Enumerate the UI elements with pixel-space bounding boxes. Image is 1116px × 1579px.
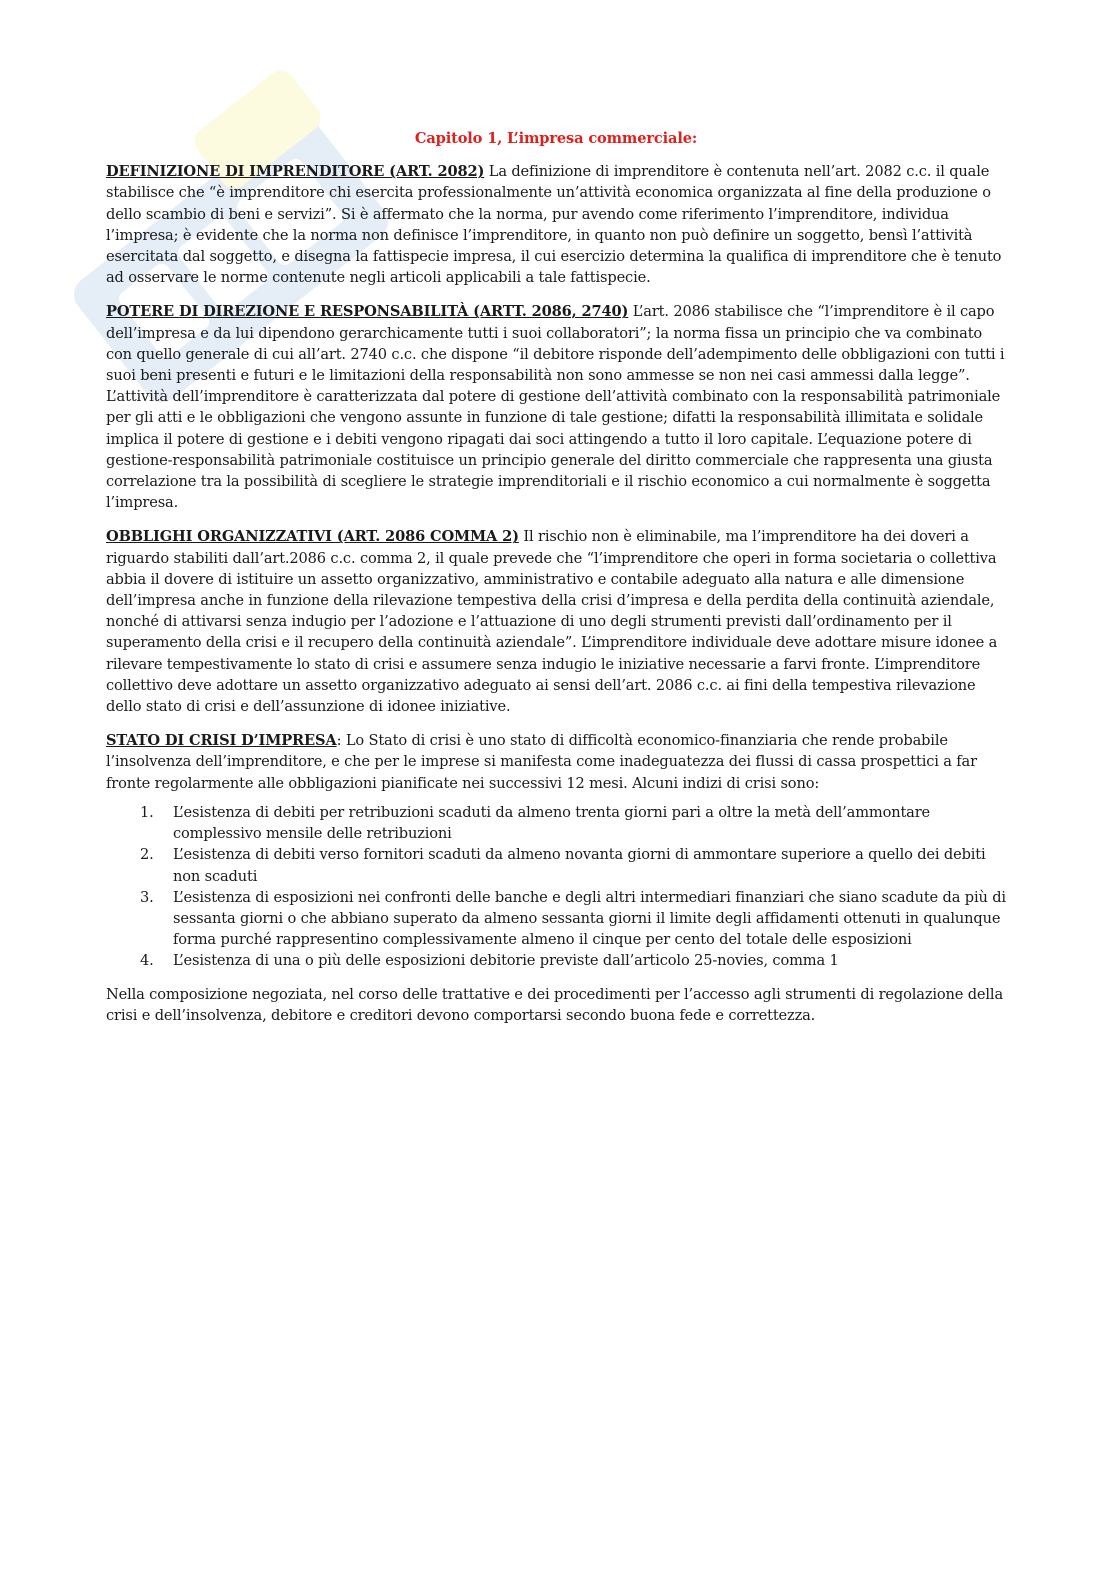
closing-paragraph: Nella composizione negoziata, nel corso delle trattative e dei procedimenti per l’accesso agli strumenti di regolazione della crisi e dell’insolvenza, debitore e creditori devono comportarsi secondo buona fede e correttezza. bbox=[106, 985, 1003, 1024]
section-text: Il rischio non è eliminabile, ma l’imprenditore ha dei doveri a riguardo stabiliti dall’art.2086 c.c. comma 2, il quale prevede che “l’imprenditore che operi in forma societaria o collettiva abbia il dovere di istituire un assetto organizzativo, amministrativo e contabile adeguato alla natura e alle dimensione dell’impresa anche in funzione della rilevazione tempestiva della crisi d’impresa e della perdita della continuità aziendale, nonché di attivarsi senza indugio per l’adozione e l’attuazione di uno degli strumenti previsti dall’ordinamento per il superamento della crisi e il recupero della continuità aziendale”. L’imprenditore individuale deve adottare misure idonee a rilevare tempestivamente lo stato di crisi e assumere senza indugio le iniziative necessarie a farvi fronte. L’imprenditore collettivo deve adottare un assetto organizzativo adeguato ai sensi dell’art. 2086 c.c. ai fini della tempestiva rilevazione dello stato di crisi e dell’assunzione di idonee iniziative. bbox=[106, 528, 998, 716]
list-item: 2. L’esistenza di debiti verso fornitori scaduti da almeno novanta giorni di ammontare superiore a quello dei debiti non scaduti bbox=[140, 846, 986, 885]
section-heading: DEFINIZIONE DI IMPRENDITORE (ART. 2082) bbox=[106, 163, 485, 181]
list-item: 3. L’esistenza di esposizioni nei confronti delle banche e degli altri intermediari finanziari che siano scadute da più di sessanta giorni o che abbiano superato da almeno sessanta giorni il limite degli affidamenti ottenuti in qualunque forma purché rappresentino complessivamente almeno il cinque per cento del totale delle esposizioni bbox=[140, 888, 1006, 949]
section-text: La definizione di imprenditore è contenuta nell’art. 2082 c.c. il quale stabilisce che “è imprenditore chi esercita professionalmente un’attività economica organizzata al fine della produzione o dello scambio di beni e servizi”. Si è affermato che la norma, pur avendo come riferimento l’imprenditore, individua l’impresa; è evidente che la norma non definisce l’imprenditore, in quanto non può definire un soggetto, bensì l’attività esercitata dal soggetto, e disegna la fattispecie impresa, il cui esercizio determina la qualifica di imprenditore che è tenuto ad osservare le norme contenute negli articoli applicabili a tale fattispecie. bbox=[106, 163, 1002, 287]
section-heading: STATO DI CRISI D’IMPRESA bbox=[106, 732, 337, 750]
section-text: L’art. 2086 stabilisce che “l’imprenditore è il capo dell’impresa e da lui dipendono gerarchicamente tutti i suoi collaboratori”; la norma fissa un principio che va combinato con quello generale di cui all’art. 2740 c.c. che dispone “il debitore risponde dell’adempimento delle obbligazioni con tutti i suoi beni presenti e futuri e le limitazioni della responsabilità non sono ammesse se non nei casi ammessi dalla legge”. L’attività dell’imprenditore è caratterizzata dal potere di gestione dell’attività combinato con la responsabilità patrimoniale per gli atti e le obbligazioni che vengono assunte in funzione di tale gestione; difatti la responsabilità illimitata e solidale implica il potere di gestione e i debiti vengono ripagati dai soci attingendo a tutto il loro capitale. L’equazione potere di gestione-responsabilità patrimoniale costituisce un principio generale del diritto commerciale che rappresenta una giusta correlazione tra la possibilità di scegliere le strategie imprenditoriali e il rischio economico a cui normalmente è soggetta l’impresa. bbox=[106, 303, 1005, 512]
section-heading: OBBLIGHI ORGANIZZATIVI (ART. 2086 COMMA 2) bbox=[106, 528, 519, 546]
section-potere bbox=[106, 301, 1006, 513]
crisis-indices-list bbox=[106, 802, 1006, 972]
section-obblighi bbox=[106, 526, 1006, 717]
section-heading: POTERE DI DIREZIONE E RESPONSABILITÀ (ARTT. 2086, 2740) bbox=[106, 303, 629, 321]
section-definizione bbox=[106, 161, 1006, 288]
chapter-title: Capitolo 1, L’impresa commerciale: bbox=[414, 130, 698, 147]
document-page bbox=[106, 128, 1006, 1039]
section-text: Lo Stato di crisi è uno stato di difficoltà economico-finanziaria che rende probabile l’insolvenza dell’imprenditore, e che per le imprese si manifesta come inadeguatezza dei flussi di cassa prospettici a far fronte regolarmente alle obbligazioni pianificate nei successivi 12 mesi. Alcuni indizi di crisi sono: bbox=[106, 732, 977, 792]
list-item: 4. L’esistenza di una o più delle esposizioni debitorie previste dall’articolo 25-novies, comma 1 bbox=[140, 952, 839, 970]
section-stato-crisi: STATO DI CRISI D’IMPRESA: Lo Stato di crisi è uno stato di difficoltà economico-finanziaria che rende probabile l’insolvenza dell’imprenditore, e che per le imprese si manifesta come inadeguatezza dei flussi di cassa prospettici a far fronte regolarmente alle obbligazioni pianificate nei successivi 12 mesi. Alcuni indizi di crisi sono: bbox=[106, 732, 977, 792]
list-item: 1. L’esistenza di debiti per retribuzioni scaduti da almeno trenta giorni pari a oltre la metà dell’ammontare complessivo mensile delle retribuzioni bbox=[140, 803, 931, 843]
